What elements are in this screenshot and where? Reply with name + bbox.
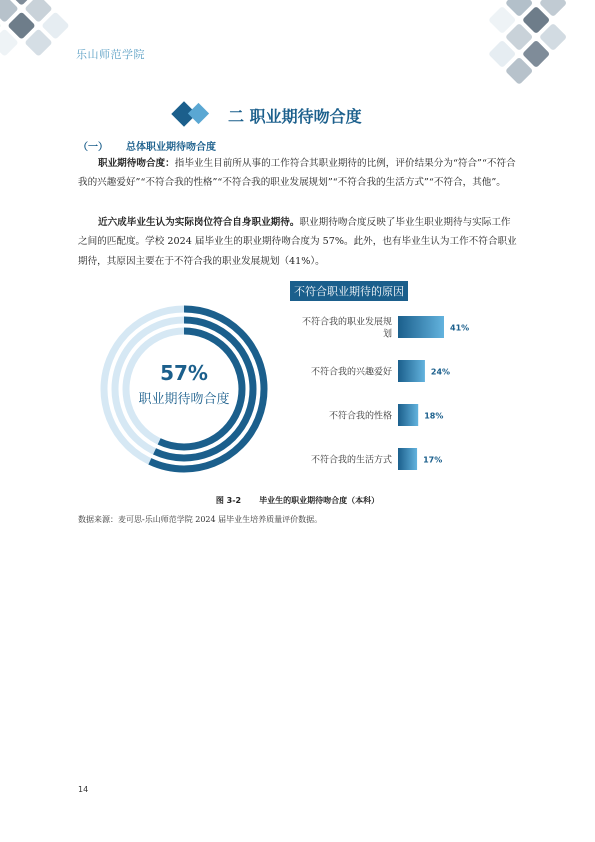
subsection-number: （一）	[78, 142, 108, 153]
top-left-decoration	[0, 0, 120, 80]
paragraph-summary-body: 职业期待吻合度反映了毕业生职业期待与实际工作之间的匹配度。学校 2024 届毕业生的职业期待吻合度为 57%。此外，也有毕业生认为工作不符合职业期待，其原因主要在于不符合我的职业发展规划（41%）。	[78, 217, 517, 267]
bar-1	[398, 316, 444, 338]
bar-4	[398, 448, 417, 470]
bar-3	[398, 404, 418, 426]
paragraph-definition-body: 指毕业生目前所从事的工作符合其职业期待的比例，评价结果分为“符合”“不符合我的兴趣爱好”“不符合我的性格”“不符合我的职业发展规划”“不符合我的生活方式”“不符合，其他”。	[78, 158, 516, 189]
figure-caption	[0, 495, 595, 506]
bar-value-label-4: 17%	[423, 455, 443, 465]
reasons-bar-chart	[290, 305, 490, 475]
top-right-decoration	[405, 0, 595, 130]
paragraph-definition	[78, 154, 518, 193]
bar-category-label-4: 不符合我的生活方式	[310, 455, 392, 466]
figure-number: 图 3-2	[215, 496, 242, 505]
section-title-text: 职业期待吻合度	[249, 107, 362, 126]
bar-category-label-1: 不符合我的职业发展规	[301, 317, 392, 328]
bar-category-label-2: 不符合我的兴趣爱好	[310, 367, 392, 378]
subsection-heading	[78, 138, 216, 153]
section-number: 二	[228, 107, 245, 126]
donut-center-label: 职业期待吻合度	[138, 392, 230, 407]
paragraph-definition-lead: 职业期待吻合度：	[98, 158, 175, 169]
bar-category-label-3: 不符合我的性格	[328, 411, 392, 422]
figure-caption-text: 毕业生的职业期待吻合度（本科）	[259, 496, 380, 505]
heading-diamond-icon	[170, 100, 216, 130]
bar-value-label-3: 18%	[424, 411, 444, 421]
bar-2	[398, 360, 425, 382]
school-brand: 乐山师范学院	[76, 48, 145, 61]
donut-value-label: 57%	[160, 361, 208, 385]
paragraph-summary	[78, 213, 518, 271]
section-title	[228, 104, 362, 127]
page-number: 14	[78, 785, 89, 794]
paragraph-summary-lead: 近六成毕业生认为实际岗位符合自身职业期待。	[98, 217, 300, 228]
reasons-chart-title: 不符合职业期待的原因	[290, 281, 408, 301]
bar-category-label-1: 划	[382, 329, 392, 340]
subsection-title: 总体职业期待吻合度	[126, 142, 216, 153]
fit-rate-donut-chart	[98, 303, 270, 475]
data-source: 数据来源：麦可思-乐山师范学院 2024 届毕业生培养质量评价数据。	[78, 515, 323, 524]
section-heading	[170, 100, 430, 130]
bar-value-label-1: 41%	[450, 323, 470, 333]
bar-value-label-2: 24%	[430, 367, 451, 377]
